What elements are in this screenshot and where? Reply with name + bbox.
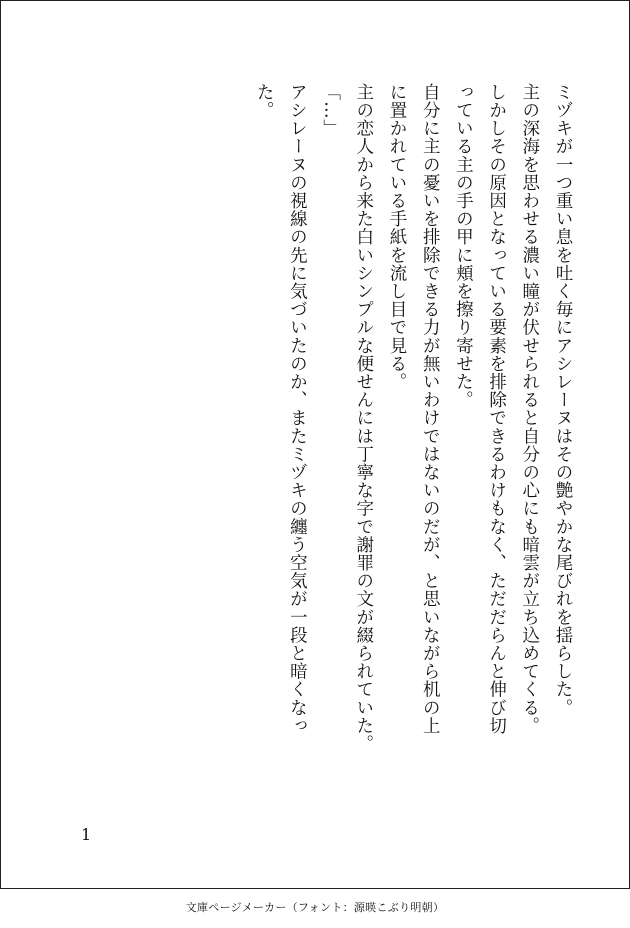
page-number: 1 <box>81 825 92 844</box>
text-line: しかしその原因となっている要素を排除できるわけもなく、ただだらんと伸び切 <box>486 83 507 735</box>
footer-caption: 文庫ページメーカー（フォント：源暎こぶり明朝） <box>185 901 445 914</box>
vertical-text-body <box>247 83 579 803</box>
text-line: 「…」 <box>320 83 341 138</box>
text-line: アシレーヌの視線の先に気づいたのか、またミヅキの纏う空気が一段と暗くなっ <box>287 83 308 735</box>
text-line: 主の恋人から来た白いシンプルな便せんには丁寧な字で謝罪の文が綴られていた。 <box>353 83 374 753</box>
text-line: っている主の手の甲に頬を擦り寄せた。 <box>453 83 474 409</box>
text-line: 主の深海を思わせる濃い瞳が伏せられると自分の心にも暗雲が立ち込めてくる。 <box>519 83 540 735</box>
text-line: 自分に主の憂いを排除できる力が無いわけではないのだが、と思いながら机の上 <box>420 83 441 735</box>
text-line: た。 <box>254 83 275 120</box>
text-line: ミヅキが一つ重い息を吐く毎にアシレーヌはその艶やかな尾びれを揺らした。 <box>553 83 573 717</box>
text-line: に置かれている手紙を流し目で見る。 <box>386 83 407 391</box>
